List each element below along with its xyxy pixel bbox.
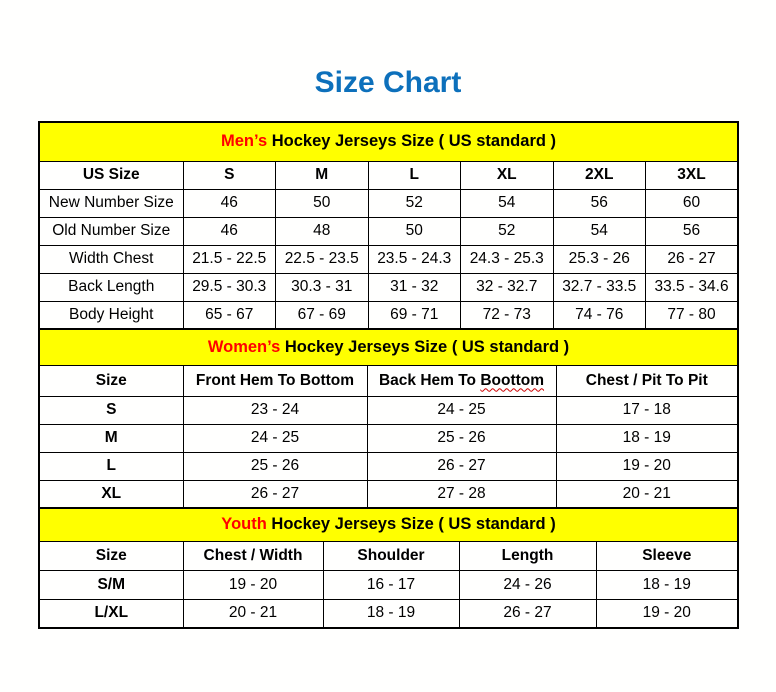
size-value-cell: 50	[276, 189, 369, 217]
size-value-cell: 54	[553, 217, 646, 245]
mens-col-header: S	[183, 161, 276, 189]
size-value-cell: 32 - 32.7	[461, 273, 554, 301]
womens-data-row	[39, 480, 738, 508]
youth-band-rest: Hockey Jerseys Size ( US standard )	[266, 515, 556, 534]
womens-data-row	[39, 424, 738, 452]
size-value-cell: 16 - 17	[323, 570, 459, 599]
size-value-cell: 77 - 80	[646, 301, 739, 329]
womens-col-header: Chest / Pit To Pit	[556, 365, 738, 396]
size-value-cell: 69 - 71	[368, 301, 461, 329]
mens-col-header: M	[276, 161, 369, 189]
size-value-cell: 33.5 - 34.6	[646, 273, 739, 301]
youth-col-header: Sleeve	[596, 541, 738, 570]
mens-header-band-row	[39, 122, 738, 161]
size-value-cell: 29.5 - 30.3	[183, 273, 276, 301]
size-value-cell: 31 - 32	[368, 273, 461, 301]
size-value-cell: 20 - 21	[183, 599, 323, 628]
youth-band-highlight: Youth	[221, 515, 267, 534]
size-value-cell: 24 - 25	[367, 396, 556, 424]
womens-band-highlight: Women’s	[207, 337, 281, 356]
mens-column-header-row	[39, 161, 738, 189]
row-label-cell: Back Length	[39, 273, 183, 301]
size-value-cell: 22.5 - 23.5	[276, 245, 369, 273]
mens-data-row	[39, 245, 738, 273]
row-label-cell: S/M	[39, 570, 183, 599]
row-label-cell: M	[39, 424, 183, 452]
mens-band-highlight: Men’s	[220, 132, 268, 151]
womens-band-rest: Hockey Jerseys Size ( US standard )	[280, 337, 570, 356]
size-value-cell: 23.5 - 24.3	[368, 245, 461, 273]
mens-band-rest: Hockey Jerseys Size ( US standard )	[267, 132, 557, 151]
size-value-cell: 60	[646, 189, 739, 217]
size-value-cell: 72 - 73	[461, 301, 554, 329]
size-value-cell: 56	[553, 189, 646, 217]
size-value-cell: 52	[461, 217, 554, 245]
womens-header-band-row	[39, 329, 738, 365]
size-value-cell: 27 - 28	[367, 480, 556, 508]
size-value-cell: 54	[461, 189, 554, 217]
youth-header-band-row	[39, 508, 738, 541]
womens-col-header: Size	[39, 365, 183, 396]
womens-data-row	[39, 396, 738, 424]
size-value-cell: 20 - 21	[556, 480, 738, 508]
womens-col-header	[367, 365, 556, 396]
size-value-cell: 18 - 19	[596, 570, 738, 599]
size-value-cell: 56	[646, 217, 739, 245]
size-value-cell: 25 - 26	[367, 424, 556, 452]
size-value-cell: 23 - 24	[183, 396, 367, 424]
womens-section-header	[39, 329, 738, 365]
size-value-cell: 24 - 26	[459, 570, 596, 599]
row-label-cell: XL	[39, 480, 183, 508]
womens-col-header: Front Hem To Bottom	[183, 365, 367, 396]
mens-data-row	[39, 217, 738, 245]
mens-col-header: US Size	[39, 161, 183, 189]
row-label-cell: L/XL	[39, 599, 183, 628]
size-value-cell: 67 - 69	[276, 301, 369, 329]
mens-section-header	[39, 122, 738, 161]
size-value-cell: 74 - 76	[553, 301, 646, 329]
size-value-cell: 25 - 26	[183, 452, 367, 480]
size-value-cell: 19 - 20	[183, 570, 323, 599]
youth-size-table	[38, 507, 739, 629]
size-value-cell: 18 - 19	[556, 424, 738, 452]
back-hem-label-prefix: Back Hem To	[378, 371, 481, 389]
size-value-cell: 46	[183, 189, 276, 217]
row-label-cell: New Number Size	[39, 189, 183, 217]
womens-data-row	[39, 452, 738, 480]
mens-size-table	[38, 121, 739, 330]
size-value-cell: 24.3 - 25.3	[461, 245, 554, 273]
page-title: Size Chart	[314, 66, 462, 99]
row-label-cell: S	[39, 396, 183, 424]
size-value-cell: 26 - 27	[367, 452, 556, 480]
mens-col-header: L	[368, 161, 461, 189]
size-value-cell: 19 - 20	[596, 599, 738, 628]
size-value-cell: 17 - 18	[556, 396, 738, 424]
mens-data-row	[39, 273, 738, 301]
size-value-cell: 52	[368, 189, 461, 217]
row-label-cell: Width Chest	[39, 245, 183, 273]
womens-size-table	[38, 328, 739, 509]
youth-col-header: Shoulder	[323, 541, 459, 570]
youth-section-header	[39, 508, 738, 541]
mens-col-header: 2XL	[553, 161, 646, 189]
youth-column-header-row	[39, 541, 738, 570]
mens-data-row	[39, 301, 738, 329]
size-value-cell: 46	[183, 217, 276, 245]
row-label-cell: L	[39, 452, 183, 480]
youth-data-row	[39, 599, 738, 628]
size-value-cell: 65 - 67	[183, 301, 276, 329]
size-value-cell: 50	[368, 217, 461, 245]
size-value-cell: 30.3 - 31	[276, 273, 369, 301]
size-value-cell: 25.3 - 26	[553, 245, 646, 273]
youth-col-header: Size	[39, 541, 183, 570]
back-hem-misspelled-word: Boottom	[480, 371, 545, 389]
size-value-cell: 18 - 19	[323, 599, 459, 628]
size-value-cell: 26 - 27	[646, 245, 739, 273]
youth-data-row	[39, 570, 738, 599]
size-value-cell: 21.5 - 22.5	[183, 245, 276, 273]
mens-col-header: XL	[461, 161, 554, 189]
row-label-cell: Body Height	[39, 301, 183, 329]
womens-column-header-row	[39, 365, 738, 396]
mens-data-row	[39, 189, 738, 217]
mens-col-header: 3XL	[646, 161, 739, 189]
size-value-cell: 24 - 25	[183, 424, 367, 452]
youth-col-header: Chest / Width	[183, 541, 323, 570]
size-value-cell: 32.7 - 33.5	[553, 273, 646, 301]
size-value-cell: 26 - 27	[459, 599, 596, 628]
size-value-cell: 19 - 20	[556, 452, 738, 480]
size-value-cell: 26 - 27	[183, 480, 367, 508]
youth-col-header: Length	[459, 541, 596, 570]
size-chart-tables	[38, 121, 737, 629]
size-value-cell: 48	[276, 217, 369, 245]
row-label-cell: Old Number Size	[39, 217, 183, 245]
